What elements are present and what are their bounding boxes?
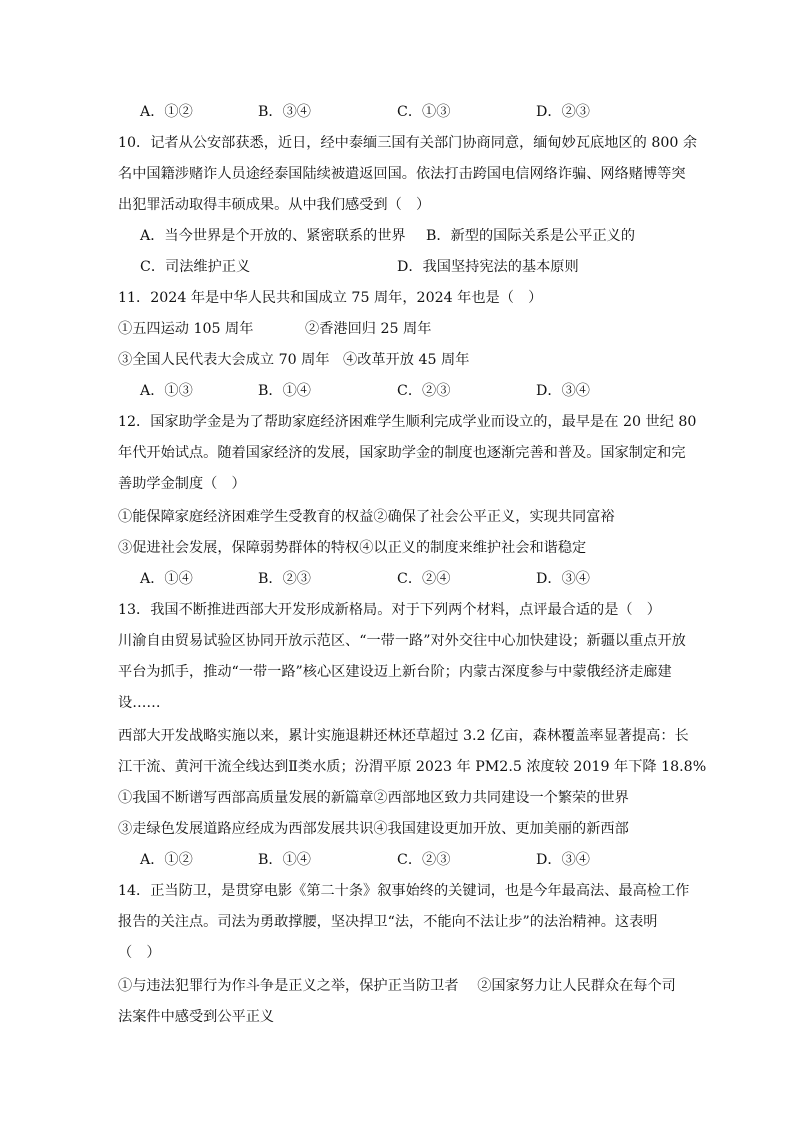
q13-option-c[interactable]: C．②③ <box>397 852 451 868</box>
q14-stem-line: 报告的关注点。司法为勇敢撑腰，坚决捍卫“法，不能向不法让步”的法治精神。这表明 <box>118 914 658 930</box>
q11-statement: ①五四运动 105 周年 <box>118 321 254 337</box>
q11-option-b[interactable]: B．①④ <box>258 383 311 399</box>
q10-stem-line: 10．记者从公安部获悉，近日，经中泰缅三国有关部门协商同意，缅甸妙瓦底地区的 800 余 <box>118 135 698 151</box>
q14-stem-line: （ ） <box>118 945 161 961</box>
q10-option-a[interactable]: A．当今世界是个开放的、紧密联系的世界 <box>140 228 406 244</box>
q13-statement: ③走绿色发展道路应经成为西部发展共识④我国建设更加开放、更加美丽的新西部 <box>118 821 629 837</box>
q9-option-d[interactable]: D．②③ <box>536 104 590 120</box>
q13-option-d[interactable]: D．③④ <box>536 852 590 868</box>
q12-statement: ①能保障家庭经济困难学生受教育的权益②确保了社会公平正义，实现共同富裕 <box>118 509 615 525</box>
q13-statement: ①我国不断谱写西部高质量发展的新篇章②西部地区致力共同建设一个繁荣的世界 <box>118 790 629 806</box>
q12-stem-line: 年代开始试点。随着国家经济的发展，国家助学金的制度也逐渐完善和普及。国家制定和完 <box>118 445 686 461</box>
q12-stem-line: 善助学金制度（ ） <box>118 476 246 492</box>
q12-option-c[interactable]: C．②④ <box>397 571 451 587</box>
q9-option-b[interactable]: B．③④ <box>258 104 311 120</box>
q11-option-c[interactable]: C．②③ <box>397 383 451 399</box>
q13-material-2-line: 西部大开发战略实施以来，累计实施退耕还林还草超过 3.2 亿亩，森林覆盖率显著提高：长 <box>118 728 689 744</box>
q13-stem-line: 13．我国不断推进西部大开发形成新格局。对于下列两个材料，点评最合适的是（ ） <box>118 602 661 618</box>
q13-material-2-line: 江干流、黄河干流全线达到Ⅱ类水质；汾渭平原 2023 年 PM2.5 浓度较 2019 年下降 18.8% <box>118 759 707 775</box>
q11-statement: ③全国人民代表大会成立 70 周年 <box>118 352 330 368</box>
q12-option-d[interactable]: D．③④ <box>536 571 590 587</box>
q12-option-a[interactable]: A．①④ <box>140 571 193 587</box>
q13-option-a[interactable]: A．①② <box>140 852 193 868</box>
q10-option-c[interactable]: C．司法维护正义 <box>140 259 251 275</box>
q11-statement: ④改革开放 45 周年 <box>343 352 470 368</box>
q14-stem-line: 14．正当防卫，是贯穿电影《第二十条》叙事始终的关键词，也是今年最高法、最高检工作 <box>118 883 690 899</box>
q12-statement: ③促进社会发展，保障弱势群体的特权④以正义的制度来维护社会和谐稳定 <box>118 540 587 556</box>
q10-stem-line: 名中国籍涉赌诈人员途经泰国陆续被遣返回国。依法打击跨国电信网络诈骗、网络赌博等突 <box>118 166 686 182</box>
q12-stem-line: 12．国家助学金是为了帮助家庭经济困难学生顺利完成学业而设立的，最早是在 20 世纪 80 <box>118 414 697 430</box>
q10-stem-line: 出犯罪活动取得丰硕成果。从中我们感受到（ ） <box>118 197 431 213</box>
q11-stem-line: 11．2024 年是中华人民共和国成立 75 周年，2024 年也是（ ） <box>118 290 543 306</box>
q9-option-c[interactable]: C．①③ <box>397 104 451 120</box>
q13-option-b[interactable]: B．①④ <box>258 852 311 868</box>
q9-option-a[interactable]: A．①② <box>140 104 193 120</box>
q13-material-1-line: 川渝自由贸易试验区协同开放示范区、“一带一路”对外交往中心加快建设；新疆以重点开放 <box>118 633 686 649</box>
q11-statement: ②香港回归 25 周年 <box>305 321 432 337</box>
q14-statement: 法案件中感受到公平正义 <box>118 1009 275 1025</box>
q12-option-b[interactable]: B．②③ <box>258 571 311 587</box>
q13-material-1-line: 平台为抓手，推动“一带一路”核心区建设迈上新台阶；内蒙古深度参与中蒙俄经济走廊建 <box>118 664 672 680</box>
q10-option-b[interactable]: B．新型的国际关系是公平正义的 <box>426 228 636 244</box>
q14-statement: ①与违法犯罪行为作斗争是正义之举，保护正当防卫者 ②国家努力让人民群众在每个司 <box>118 978 676 994</box>
q11-option-d[interactable]: D．③④ <box>536 383 590 399</box>
q13-material-1-line: 设…… <box>118 695 161 711</box>
q10-option-d[interactable]: D．我国坚持宪法的基本原则 <box>397 259 579 275</box>
q11-option-a[interactable]: A．①③ <box>140 383 193 399</box>
